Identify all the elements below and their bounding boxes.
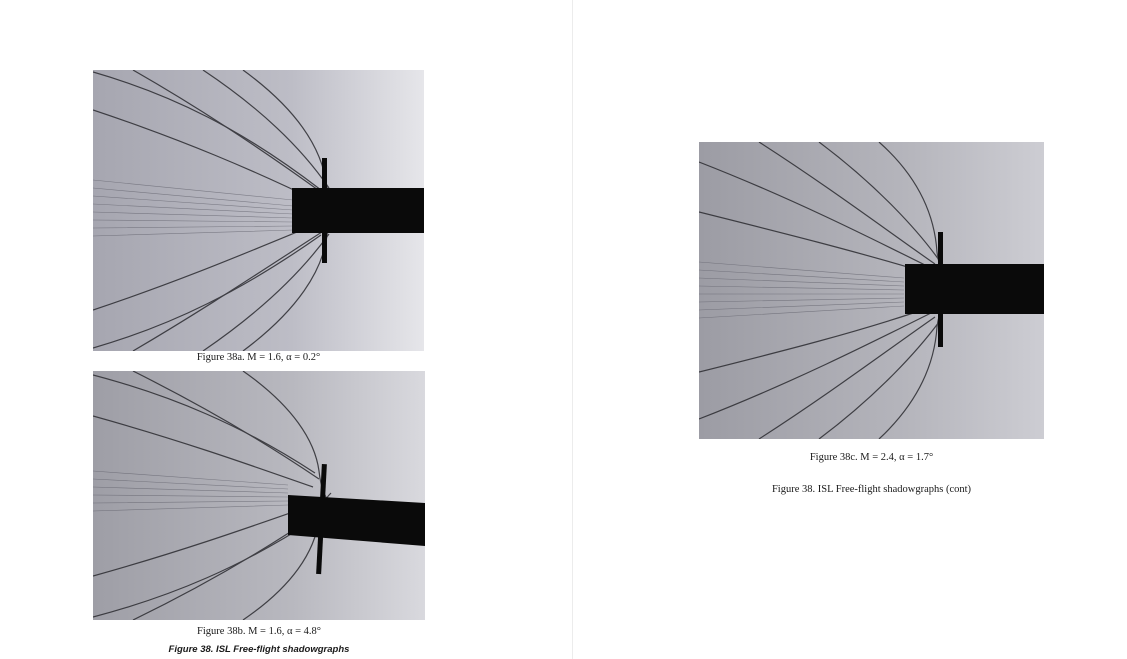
figure-38c-caption: Figure 38c. M = 2.4, α = 1.7° <box>809 452 934 463</box>
figure-38-continued-title: Figure 38. ISL Free-flight shadowgraphs (cont) <box>771 484 972 495</box>
shadowgraph-figure-38c <box>699 142 1044 439</box>
right-page <box>573 0 1127 659</box>
shadowgraph-figure-38b <box>93 371 425 620</box>
figure-38a-caption: Figure 38a. M = 1.6, α = 0.2° <box>196 352 321 363</box>
figure-38b-caption: Figure 38b. M = 1.6, α = 4.8° <box>197 626 321 637</box>
figure-38-title: Figure 38. ISL Free-flight shadowgraphs <box>168 644 350 655</box>
shadowgraph-figure-38a <box>93 70 424 351</box>
